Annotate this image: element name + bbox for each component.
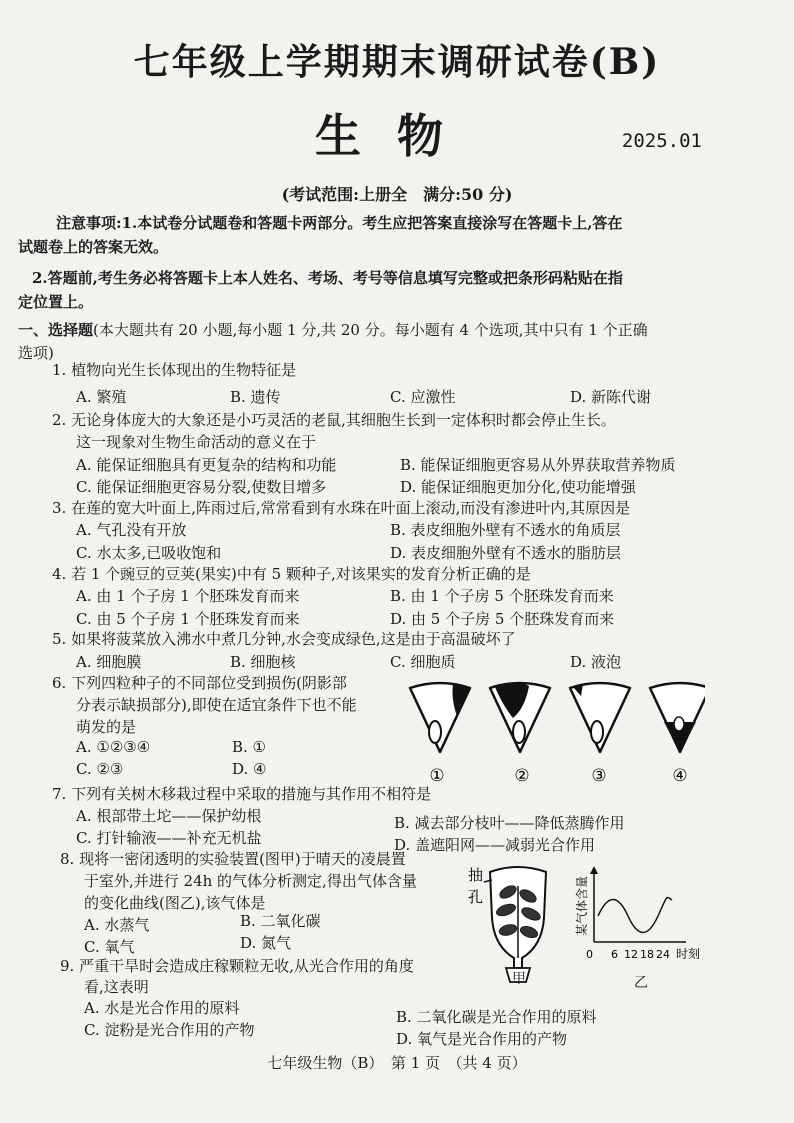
notice-text-2: 2.答题前,考生务必将答题卡上本人姓名、考场、考号等信息填写完整或把条形码粘贴在指 <box>32 269 623 287</box>
q7-option-c: C. 打针输液——补充无机盐 <box>76 829 262 847</box>
question-6-stem: 6. 下列四粒种子的不同部位受到损伤(阴影部 <box>52 674 347 692</box>
exam-scope: (考试范围:上册全 满分:50 分) <box>281 185 513 204</box>
question-2-stem-2: 这一现象对生物生命活动的意义在于 <box>76 433 317 451</box>
subject-title: 生物 <box>315 109 479 163</box>
question-6-stem-3: 萌发的是 <box>76 718 137 736</box>
x-axis-label: 时刻 <box>676 947 701 961</box>
seed-1-figure <box>410 683 470 786</box>
q2-option-a: A. 能保证细胞具有更复杂的结构和功能 <box>76 456 337 474</box>
notice-text-2b: 定位置上。 <box>18 293 94 311</box>
notice-text-1: 1.本试卷分试题卷和答题卡两部分。考生应把答案直接涂写在答题卡上,答在 <box>121 214 623 232</box>
seed-label-2: ② <box>514 766 530 786</box>
tick-0: 0 <box>586 948 593 961</box>
hole-label-1: 抽 <box>468 866 484 884</box>
seed-4-figure <box>650 683 705 786</box>
q6-option-b: B. ① <box>232 738 267 756</box>
question-7-stem: 7. 下列有关树木移栽过程中采取的措施与其作用不相符是 <box>52 785 432 803</box>
seed-label-1: ① <box>429 766 445 786</box>
question-5-stem: 5. 如果将菠菜放入沸水中煮几分钟,水会变成绿色,这是由于高温破坏了 <box>52 630 516 648</box>
exam-date: 2025.01 <box>621 130 702 152</box>
question-4-stem: 4. 若 1 个豌豆的豆荚(果实)中有 5 颗种子,对该果实的发育分析正确的是 <box>52 565 531 583</box>
q6-option-a: A. ①②③④ <box>76 738 151 756</box>
question-8-stem-3: 的变化曲线(图乙),该气体是 <box>84 894 266 912</box>
q2-option-c: C. 能保证细胞更容易分裂,使数目增多 <box>76 478 327 496</box>
question-9-stem-2: 看,这表明 <box>84 978 149 996</box>
figure-jia-label: 甲 <box>512 971 526 987</box>
q2-option-b: B. 能保证细胞更容易从外界获取营养物质 <box>400 456 676 474</box>
q5-option-b: B. 细胞核 <box>230 653 296 671</box>
q8-option-d: D. 氮气 <box>240 934 292 952</box>
q9-option-d: D. 氧气是光合作用的产物 <box>396 1030 568 1048</box>
q4-option-a: A. 由 1 个子房 1 个胚珠发育而来 <box>76 587 300 605</box>
q5-option-c: C. 细胞质 <box>390 653 456 671</box>
tick-6: 6 <box>611 948 618 961</box>
seed-label-3: ③ <box>591 766 607 786</box>
q6-option-d: D. ④ <box>232 760 267 778</box>
q7-option-a: A. 根部带土坨——保护幼根 <box>76 807 262 825</box>
q3-option-c: C. 水太多,已吸收饱和 <box>76 544 222 562</box>
question-6-stem-2: 分表示缺损部分),即使在适宜条件下也不能 <box>76 696 357 714</box>
y-axis-label: 某气体含量 <box>575 875 589 936</box>
tick-18: 18 <box>640 948 654 961</box>
notice-text-1b: 试题卷上的答案无效。 <box>18 238 169 256</box>
question-1-stem: 1. 植物向光生长体现出的生物特征是 <box>52 361 297 379</box>
notice-item-1 <box>18 211 708 235</box>
question-9-stem: 9. 严重干旱时会造成庄稼颗粒无收,从光合作用的角度 <box>60 957 414 975</box>
q4-option-d: D. 由 5 个子房 5 个胚珠发育而来 <box>390 610 615 628</box>
question-8-stem: 8. 现将一密闭透明的实验装置(图甲)于晴天的凌晨置 <box>60 850 406 868</box>
q1-option-d: D. 新陈代谢 <box>570 388 652 406</box>
q4-option-b: B. 由 1 个子房 5 个胚珠发育而来 <box>390 587 614 605</box>
q9-option-c: C. 淀粉是光合作用的产物 <box>84 1021 255 1039</box>
q6-option-c: C. ②③ <box>76 760 124 778</box>
q3-option-a: A. 气孔没有开放 <box>76 521 187 539</box>
question-2-stem: 2. 无论身体庞大的大象还是小巧灵活的老鼠,其细胞生长到一定体积时都会停止生长。 <box>52 411 616 429</box>
page-footer: 七年级生物（B） 第 1 页 （共 4 页） <box>267 1054 527 1072</box>
section-header <box>18 318 708 342</box>
hole-label-2: 孔 <box>468 888 484 906</box>
q1-option-c: C. 应激性 <box>390 388 456 406</box>
seed-2-figure <box>490 683 550 786</box>
q8-option-c: C. 氧气 <box>84 938 135 956</box>
q8-option-b: B. 二氧化碳 <box>240 912 321 930</box>
q7-option-d: D. 盖遮阳网——减弱光合作用 <box>394 836 596 854</box>
section-text-2: 选项) <box>18 344 54 362</box>
q5-option-a: A. 细胞膜 <box>76 653 142 671</box>
question-3-stem: 3. 在莲的宽大叶面上,阵雨过后,常常看到有水珠在叶面上滚动,而没有渗进叶内,其原因是 <box>52 499 631 517</box>
exam-title: 七年级上学期期末调研试卷(B) <box>133 41 661 83</box>
tick-24: 24 <box>656 948 670 961</box>
q9-option-a: A. 水是光合作用的原料 <box>84 999 240 1017</box>
q7-option-b: B. 减去部分枝叶——降低蒸腾作用 <box>394 814 625 832</box>
q8-option-a: A. 水蒸气 <box>84 916 150 934</box>
q1-option-b: B. 遗传 <box>230 388 281 406</box>
notice-label: 注意事项: <box>56 214 122 232</box>
figure-yi-label: 乙 <box>634 975 648 991</box>
section-label: 一、选择题 <box>18 321 94 339</box>
q4-option-c: C. 由 5 个子房 1 个胚珠发育而来 <box>76 610 300 628</box>
figure-yi-chart <box>574 866 734 962</box>
gas-curve <box>598 897 672 932</box>
section-text: (本大题共有 20 小题,每小题 1 分,共 20 分。每小题有 4 个选项,其中只有 1 个正确 <box>93 321 648 339</box>
question-8-stem-2: 于室外,并进行 24h 的气体分析测定,得出气体含量 <box>84 872 417 890</box>
seed-label-4: ④ <box>672 766 688 786</box>
q2-option-d: D. 能保证细胞更加分化,使功能增强 <box>400 478 636 496</box>
seed-figures <box>405 680 705 788</box>
q5-option-d: D. 液泡 <box>570 653 622 671</box>
tick-12: 12 <box>624 948 638 961</box>
seed-3-figure <box>570 683 630 786</box>
q1-option-a: A. 繁殖 <box>76 388 127 406</box>
q9-option-b: B. 二氧化碳是光合作用的原料 <box>396 1008 597 1026</box>
q3-option-d: D. 表皮细胞外壁有不透水的脂肪层 <box>390 544 622 562</box>
q3-option-b: B. 表皮细胞外壁有不透水的角质层 <box>390 521 621 539</box>
